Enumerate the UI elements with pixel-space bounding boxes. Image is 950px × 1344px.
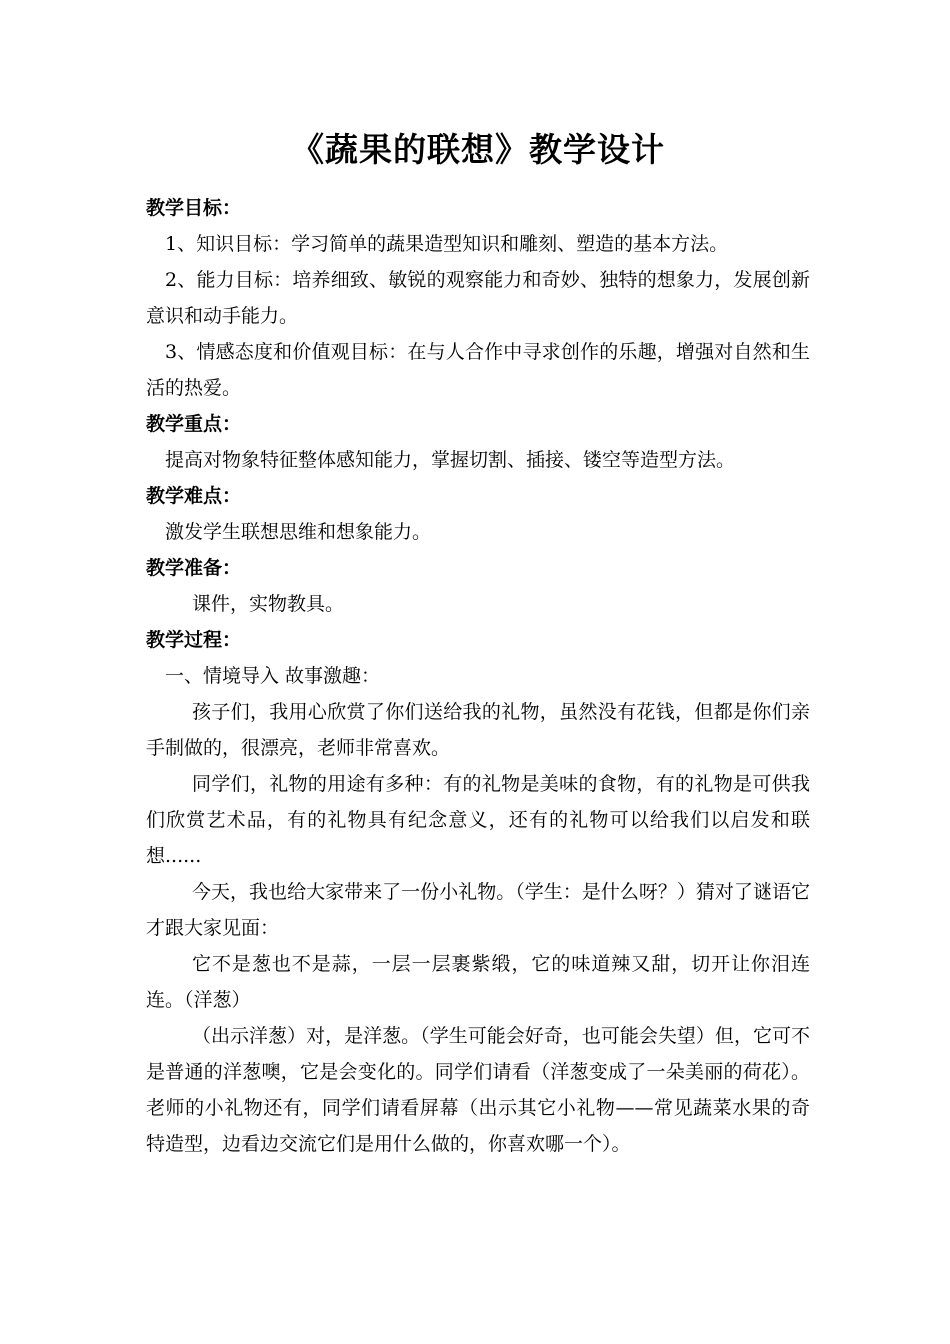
goal-item-knowledge: 1、知识目标：学习简单的蔬果造型知识和雕刻、塑造的基本方法。 xyxy=(165,233,729,255)
process-heading: 教学过程： xyxy=(146,629,242,651)
document-title: 《蔬果的联想》教学设计 xyxy=(291,130,665,169)
goal-item-ability: 2、能力目标：培养细致、敏锐的观察能力和奇妙、独特的想象力，发展创新意识和动手能力。 xyxy=(146,269,810,327)
goals-heading: 教学目标： xyxy=(146,197,242,219)
preparation-heading: 教学准备： xyxy=(146,557,242,579)
process-paragraph: 孩子们，我用心欣赏了你们送给我的礼物，虽然没有花钱，但都是你们亲手制做的，很漂亮，老师非常喜欢。 xyxy=(146,701,810,759)
key-points-heading: 教学重点： xyxy=(146,413,242,435)
process-paragraph: 今天，我也给大家带来了一份小礼物。（学生：是什么呀？）猜对了谜语它才跟大家见面： xyxy=(146,881,810,939)
preparation-text: 课件，实物教具。 xyxy=(192,593,345,615)
key-points-text: 提高对物象特征整体感知能力，掌握切割、插接、镂空等造型方法。 xyxy=(165,449,736,471)
goal-item-emotion: 3、情感态度和价值观目标：在与人合作中寻求创作的乐趣，增强对自然和生活的热爱。 xyxy=(146,341,810,399)
process-paragraph: （出示洋葱）对，是洋葱。（学生可能会好奇，也可能会失望）但，它可不是普通的洋葱噢，它是会变化的。同学们请看（洋葱变成了一朵美丽的荷花）。老师的小礼物还有，同学们请看屏幕（出示其它小礼物——常见蔬菜水果的奇特造型，边看边交流它们是用什么做的，你喜欢哪一个）。 xyxy=(146,1025,810,1155)
difficulties-text: 激发学生联想思维和想象能力。 xyxy=(165,521,432,543)
process-paragraph: 它不是葱也不是蒜，一层一层裹紫缎，它的味道辣又甜，切开让你泪连连。（洋葱） xyxy=(146,953,810,1011)
process-paragraph: 同学们，礼物的用途有多种：有的礼物是美味的食物，有的礼物是可供我们欣赏艺术品，有的礼物具有纪念意义，还有的礼物可以给我们以启发和联想...... xyxy=(146,773,810,867)
difficulties-heading: 教学难点： xyxy=(146,485,242,507)
document-page xyxy=(146,128,810,1162)
process-subheading: 一、情境导入 故事激趣： xyxy=(165,665,381,687)
